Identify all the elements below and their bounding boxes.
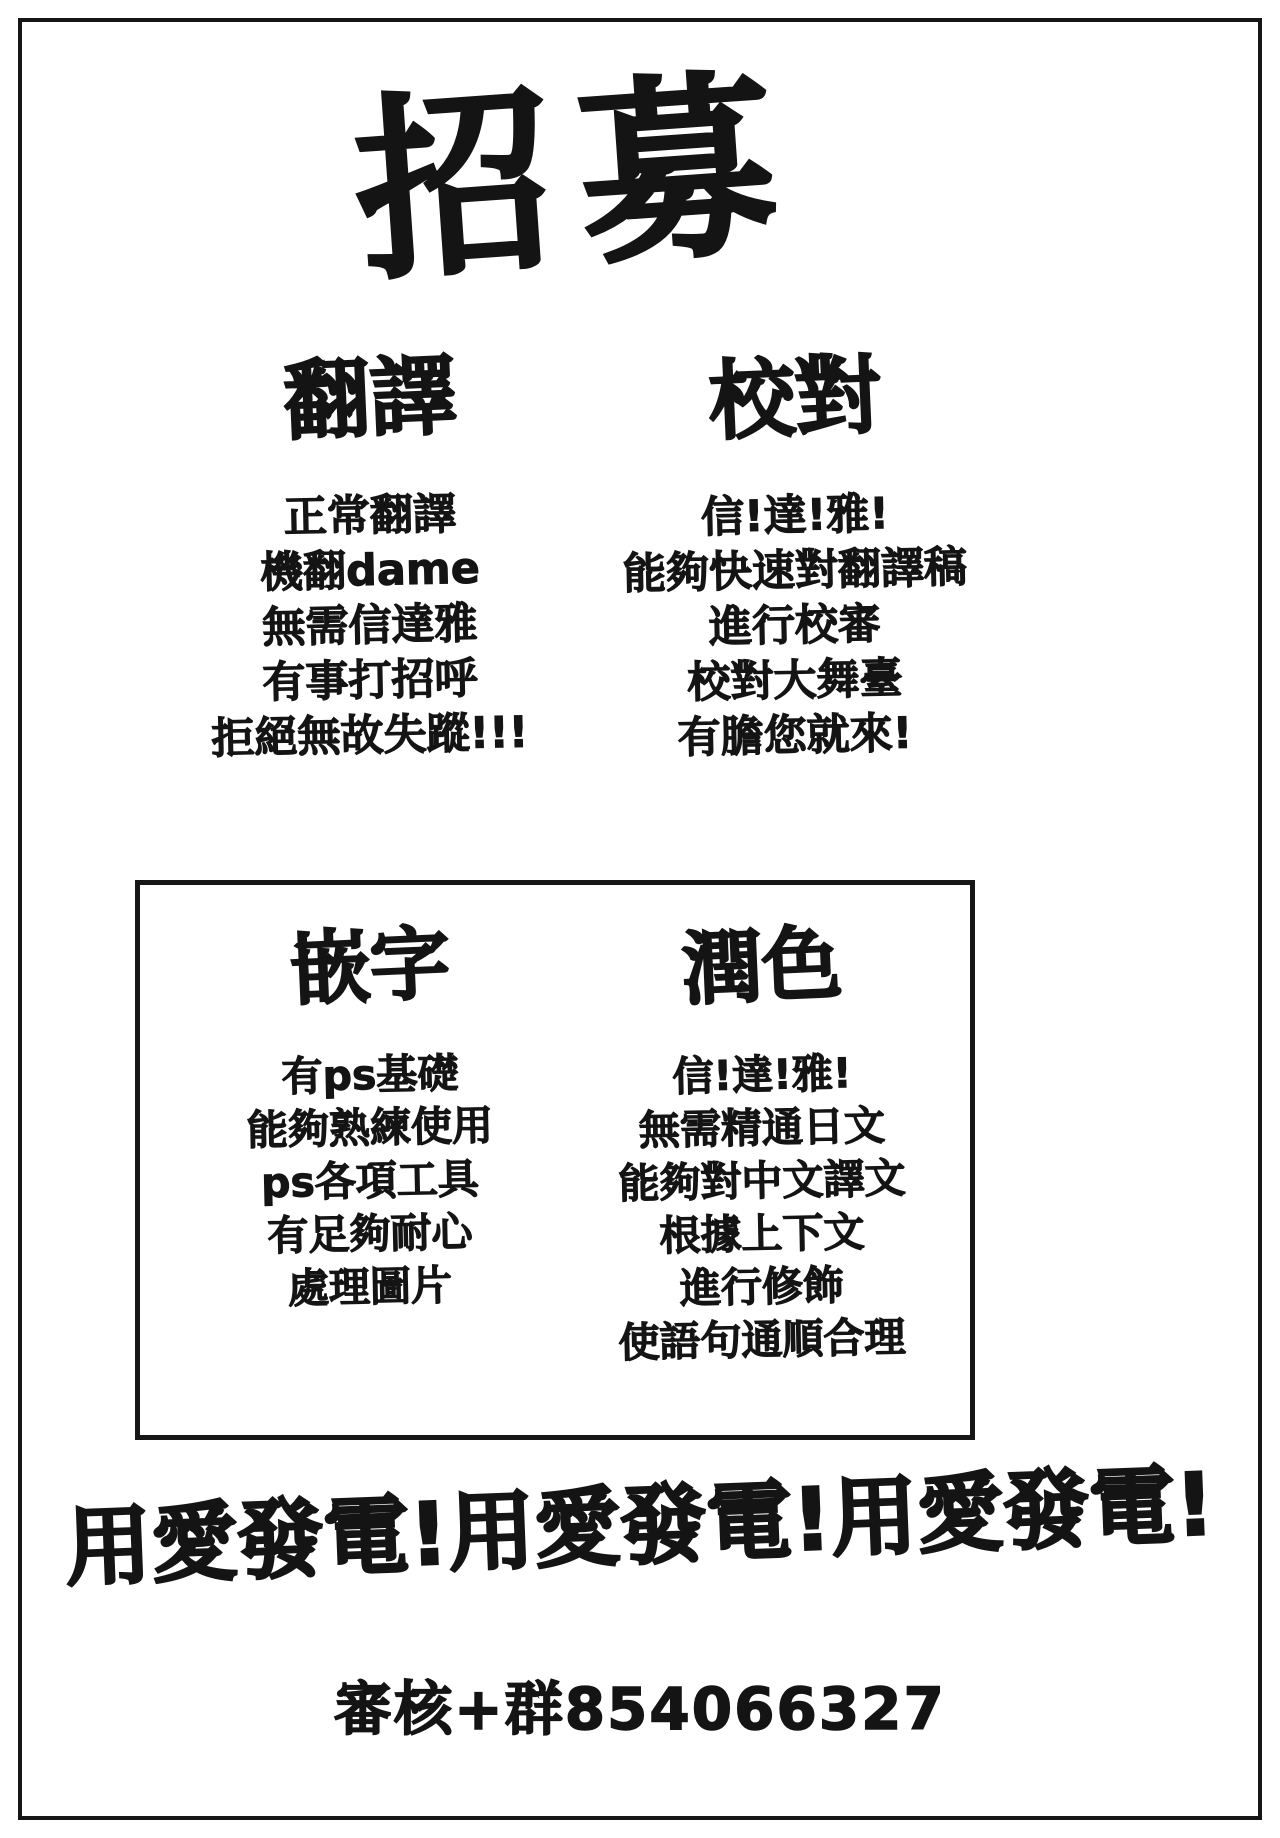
- requirement-line: 能夠熟練使用: [246, 1101, 494, 1155]
- requirement-line: 信!達!雅!: [700, 488, 890, 543]
- footer-contact: 審核+群854066327: [334, 1675, 946, 1743]
- section-polishing-requirements: [550, 1049, 974, 1367]
- requirement-line: 無需精通日文: [638, 1101, 886, 1155]
- section-polishing: [550, 916, 974, 1368]
- poster-title: 招募: [348, 49, 812, 309]
- section-translation-title: 翻譯: [281, 345, 459, 453]
- requirement-line: 根據上下文: [659, 1207, 865, 1261]
- section-proofreading: [575, 345, 1015, 764]
- section-typesetting: [158, 916, 582, 1314]
- requirement-line: 進行校審: [708, 598, 882, 653]
- requirement-line: 有足夠耐心: [267, 1207, 473, 1261]
- section-proofreading-requirements: [575, 489, 1015, 764]
- section-typesetting-requirements: [158, 1049, 582, 1314]
- slogan: 用愛發電!用愛發電!用愛發電!: [63, 1454, 1217, 1600]
- requirement-line: 校對大舞臺: [686, 653, 903, 708]
- boxed-sections: [135, 880, 975, 1440]
- requirement-line: 拒絕無故失蹤!!!: [211, 707, 529, 764]
- requirement-line: 信!達!雅!: [671, 1049, 853, 1101]
- requirement-line: ps各項工具: [260, 1154, 480, 1208]
- section-polishing-title: 潤色: [680, 916, 844, 1017]
- requirement-line: 進行修飾: [679, 1261, 845, 1313]
- section-typesetting-title: 嵌字: [288, 916, 452, 1017]
- requirement-line: 正常翻譯: [283, 488, 457, 543]
- requirement-line: 有事打招呼: [261, 653, 478, 708]
- requirement-line: 機翻dame: [259, 543, 481, 598]
- requirement-line: 使語句通順合理: [618, 1313, 906, 1368]
- requirement-line: 無需信達雅: [261, 598, 478, 653]
- section-translation: [150, 345, 590, 764]
- requirement-line: 能夠快速對翻譯稿: [622, 541, 968, 600]
- section-translation-requirements: [150, 489, 590, 764]
- section-proofreading-title: 校對: [706, 345, 884, 453]
- requirement-line: 能夠對中文譯文: [618, 1154, 906, 1209]
- requirement-line: 處理圖片: [287, 1261, 453, 1313]
- requirement-line: 有ps基礎: [281, 1049, 459, 1101]
- requirement-line: 有膽您就來!: [677, 708, 913, 764]
